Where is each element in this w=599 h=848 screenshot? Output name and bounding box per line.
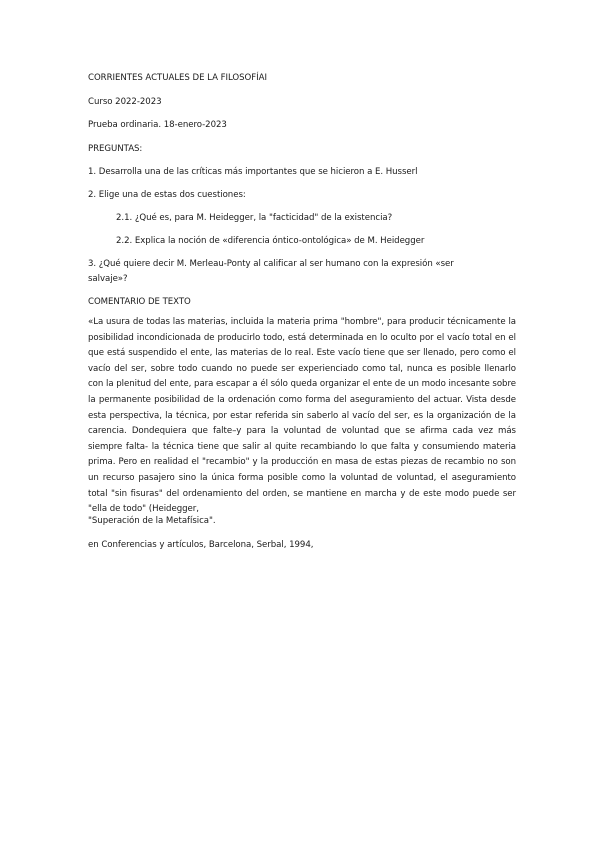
question-2-2: 2.2. Explica la noción de «diferencia óntico-ontológica» de M. Heidegger bbox=[116, 236, 425, 246]
question-1: 1. Desarrolla una de las críticas más importantes que se hicieron a E. Husserl bbox=[88, 167, 418, 177]
commentary-heading: COMENTARIO DE TEXTO bbox=[88, 297, 191, 307]
question-2: 2. Elige una de estas dos cuestiones: bbox=[88, 190, 246, 200]
source-title: "Superación de la Metafísica". bbox=[88, 516, 216, 526]
course-title: CORRIENTES ACTUALES DE LA FILOSOFÍAI bbox=[88, 73, 267, 83]
exam-info: Prueba ordinaria. 18-enero-2023 bbox=[88, 120, 227, 130]
question-2-1: 2.1. ¿Qué es, para M. Heidegger, la "facticidad" de la existencia? bbox=[116, 213, 393, 223]
academic-year: Curso 2022-2023 bbox=[88, 97, 162, 107]
commentary-quote: «La usura de todas las materias, incluida la materia prima "hombre", para producir técnicamente la posibilidad incondicionada de producirlo todo, está determinada en lo oculto por el vacío total en el que está suspendido el ente, las materias de lo real. Este vacío tiene que ser llenado, pero como el vacío del ser, sobre todo cuando no puede ser experienciado como tal, nunca es posible llenarlo con la plenitud del ente, para escapar a él sólo queda organizar el ente de un modo incesante sobre la permanente posibilidad de la ordenación como forma del aseguramiento del actuar. Vista desde esta perspectiva, la técnica, por estar referida sin saberlo al vacío del ser, es la organización de la carencia. Dondequiera que falte–y para la voluntad de voluntad que se afirma cada vez más siempre falta- la técnica tiene que salir al quite recambiando lo que falta y consumiendo materia prima. Pero en realidad el "recambio" y la producción en masa de estas piezas de recambio no son un recurso pasajero sino la única forma posible como la voluntad de voluntad, el aseguramiento total "sin fisuras" del ordenamiento del orden, se mantiene en marcha y de este modo puede ser "ella de todo" (Heidegger, bbox=[88, 317, 516, 515]
question-3-line-2: salvaje»? bbox=[88, 274, 128, 284]
source-reference: en Conferencias y artículos, Barcelona, Serbal, 1994, bbox=[88, 540, 314, 550]
questions-heading: PREGUNTAS: bbox=[88, 144, 143, 154]
question-3-line-1: 3. ¿Qué quiere decir M. Merleau-Ponty al calificar al ser humano con la expresión «ser bbox=[88, 259, 454, 269]
